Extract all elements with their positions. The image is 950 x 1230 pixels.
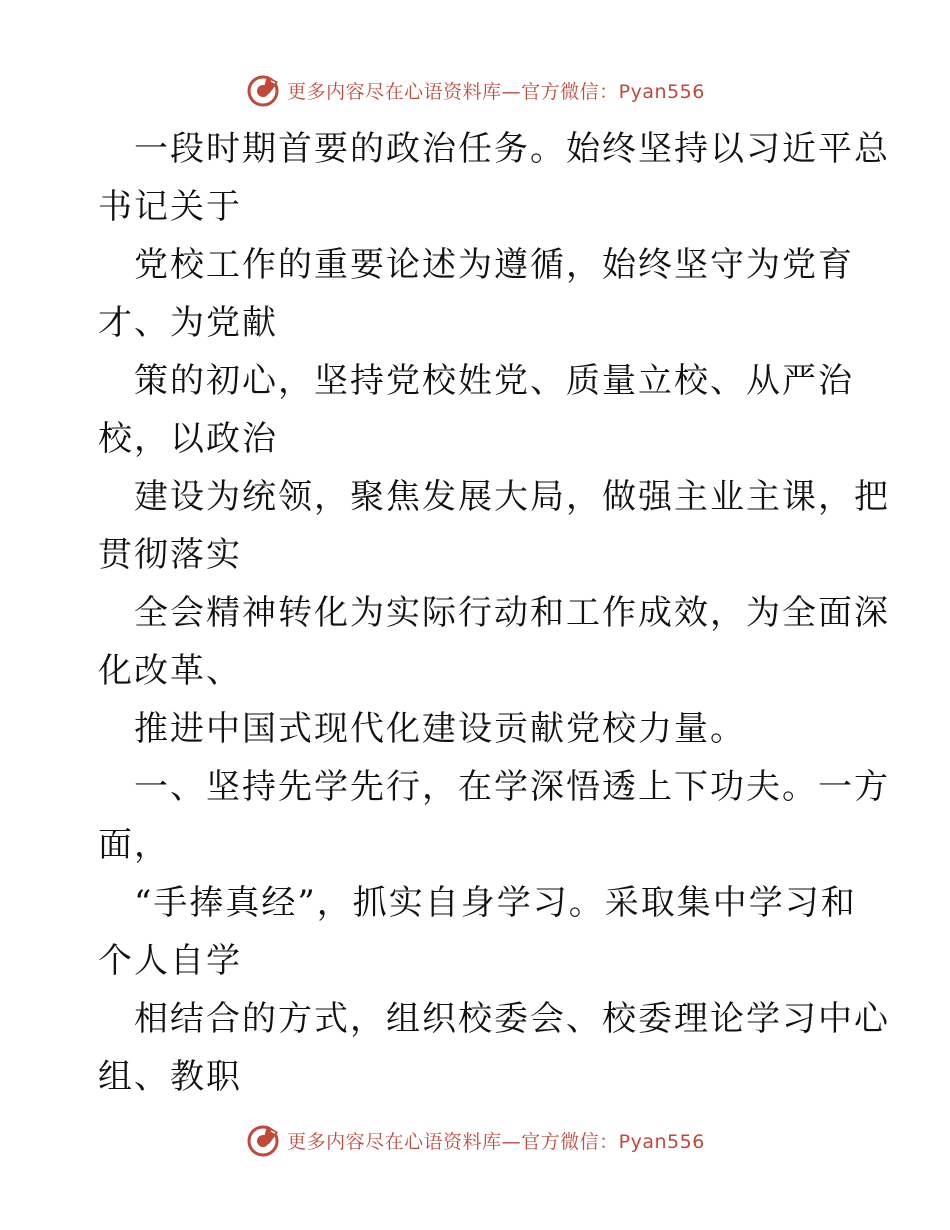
watermark-text: 更多内容尽在心语资料库—官方微信：Pyan556 [287,80,705,103]
text-line: 化改革、 [98,651,242,691]
text-line: 建设为统领，聚焦发展大局，做强主业主课，把 [134,477,890,517]
text-line: 策的初心，坚持党校姓党、质量立校、从严治 [134,361,854,401]
text-line: 个人自学 [98,941,242,981]
watermark-text: 更多内容尽在心语资料库—官方微信：Pyan556 [287,1130,705,1153]
text-line: 面， [98,825,170,865]
red-pen-circle-icon [245,1122,281,1158]
red-pen-circle-icon [245,72,281,108]
body-text [98,120,890,1106]
text-line: 相结合的方式，组织校委会、校委理论学习中心 [134,999,890,1039]
text-line: 党校工作的重要论述为遵循，始终坚守为党育 [134,245,854,285]
text-line: 才、为党献 [98,303,278,343]
text-line: 推进中国式现代化建设贡献党校力量。 [134,709,746,749]
text-line: “手捧真经”，抓实自身学习。采取集中学习和 [134,883,857,923]
text-line: 全会精神转化为实际行动和工作成效，为全面深 [134,593,890,633]
text-line: 一段时期首要的政治任务。始终坚持以习近平总 [134,129,890,169]
header-watermark [0,70,950,110]
footer-watermark [0,1120,950,1160]
text-line: 书记关于 [98,187,242,227]
text-line: 校，以政治 [98,419,278,459]
text-line: 组、教职 [98,1057,242,1097]
text-line: 一、坚持先学先行，在学深悟透上下功夫。一方 [134,767,890,807]
text-line: 贯彻落实 [98,535,242,575]
